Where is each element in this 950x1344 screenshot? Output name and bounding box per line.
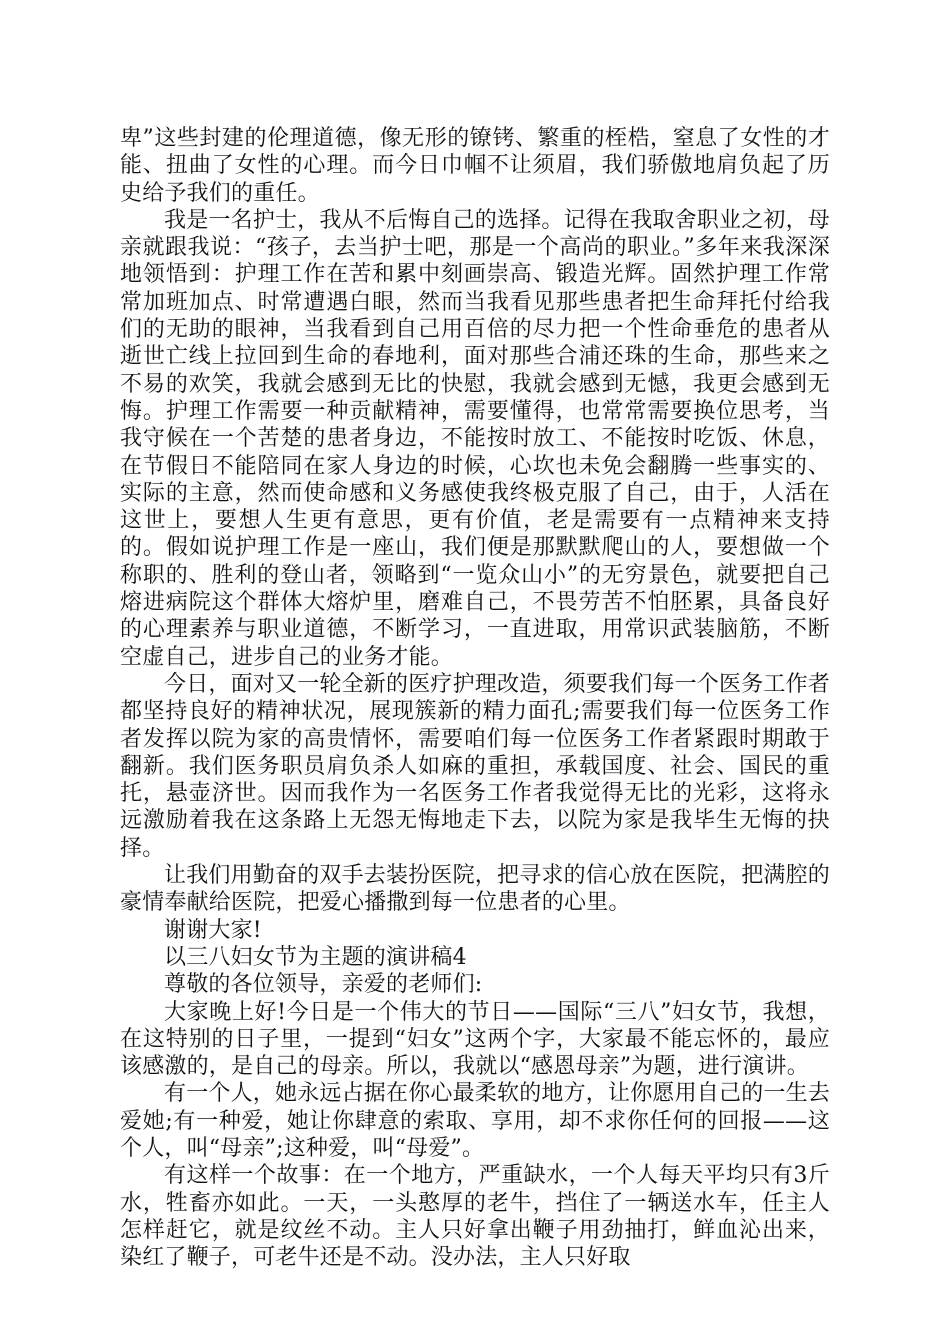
paragraph-continuation: 卑”这些封建的伦理道德，像无形的镣铐、繁重的桎梏，窒息了女性的才能、扭曲了女性的心理。而今日巾帼不让须眉，我们骄傲地肩负起了历史给予我们的重任。 [120, 126, 830, 206]
paragraph-mother-love: 有一个人，她永远占据在你心最柔软的地方，让你愿用自己的一生去爱她;有一种爱，她让你肆意的索取、享用，却不求你任何的回报——这个人，叫“母亲”;这种爱，叫“母爱”。 [120, 1081, 831, 1161]
paragraph-story: 有这样一个故事：在一个地方，严重缺水，一个人每天平均只有3斤水，牲畜亦如此。一天，一头憨厚的老牛，挡住了一辆送水车，任主人怎样赶它，就是纹丝不动。主人只好拿出鞭子用劲抽打，鲜血沁出来，染红了鞭子，可老牛还是不动。没办法，主人只好取 [120, 1163, 830, 1271]
paragraph-nurse-choice: 我是一名护士，我从不后悔自己的选择。记得在我取舍职业之初，母亲就跟我说：“孩子，去当护士吧，那是一个高尚的职业。”多年来我深深地领悟到：护理工作在苦和累中刻画崇高、锻造光辉。固然护理工作常常加班加点、时常遭遇白眼，然而当我看见那些患者把生命拜托付给我们的无助的眼神，当我看到自己用百倍的尽力把一个性命垂危的患者从逝世亡线上拉回到生命的春地利，面对那些合浦还珠的生命，那些来之不易的欢笑，我就会感到无比的快慰，我就会感到无憾，我更会感到无悔。护理工作需要一种贡献精神，需要懂得，也常常需要换位思考，当我守候在一个苦楚的患者身边，不能按时放工、不能按时吃饭、休息，在节假日不能陪同在家人身边的时候，心坎也未免会翻腾一些事实的、实际的主意，然而使命感和义务感使我终极克服了自己，由于，人活在这世上，要想人生更有意思，更有价值，老是需要有一点精神来支持的。假如说护理工作是一座山，我们便是那默默爬山的人，要想做一个称职的、胜利的登山者，领略到“一览众山小”的无穷景色，就要把自己熔进病院这个群体大熔炉里，磨难自己，不畏劳苦不怕胚累，具备良好的心理素养与职业道德，不断学习，一直进取，用常识武装脑筋，不断空虚自己，进步自己的业务才能。 [120, 207, 831, 670]
paragraph-call-to-action: 让我们用勤奋的双手去装扮医院，把寻求的信心放在医院，把满腔的豪情奉献给医院，把爱心播撒到每一位患者的心里。 [120, 863, 831, 916]
paragraph-greeting: 大家晚上好!今日是一个伟大的节日——国际“三八”妇女节，我想，在这特别的日子里，一提到“妇女”这两个字，大家最不能忘怀的，最应该感激的，是自己的母亲。所以，我就以“感恩母亲”为题，进行演讲。 [120, 999, 830, 1080]
paragraph-salutation: 尊敬的各位领导，亲爱的老师们: [164, 972, 483, 998]
section-heading: 以三八妇女节为主题的演讲稿4 [164, 944, 467, 970]
paragraph-thanks: 谢谢大家! [164, 917, 262, 943]
paragraph-medical-reform: 今日，面对又一轮全新的医疗护理改造，须要我们每一个医务工作者都坚持良好的精神状况，展现簇新的精力面孔;需要我们每一位医务工作者发挥以院为家的高贵情怀，需要咱们每一位医务工作者紧跟时期敢于翻新。我们医务职员肩负杀人如麻的重担，承载国度、社会、国民的重托，悬壶济世。因而我作为一名医务工作者我觉得无比的光彩，这将永远激励着我在这条路上无怨无悔地走下去，以院为家是我毕生无悔的抉择。 [120, 671, 831, 861]
document-body [120, 125, 830, 1271]
